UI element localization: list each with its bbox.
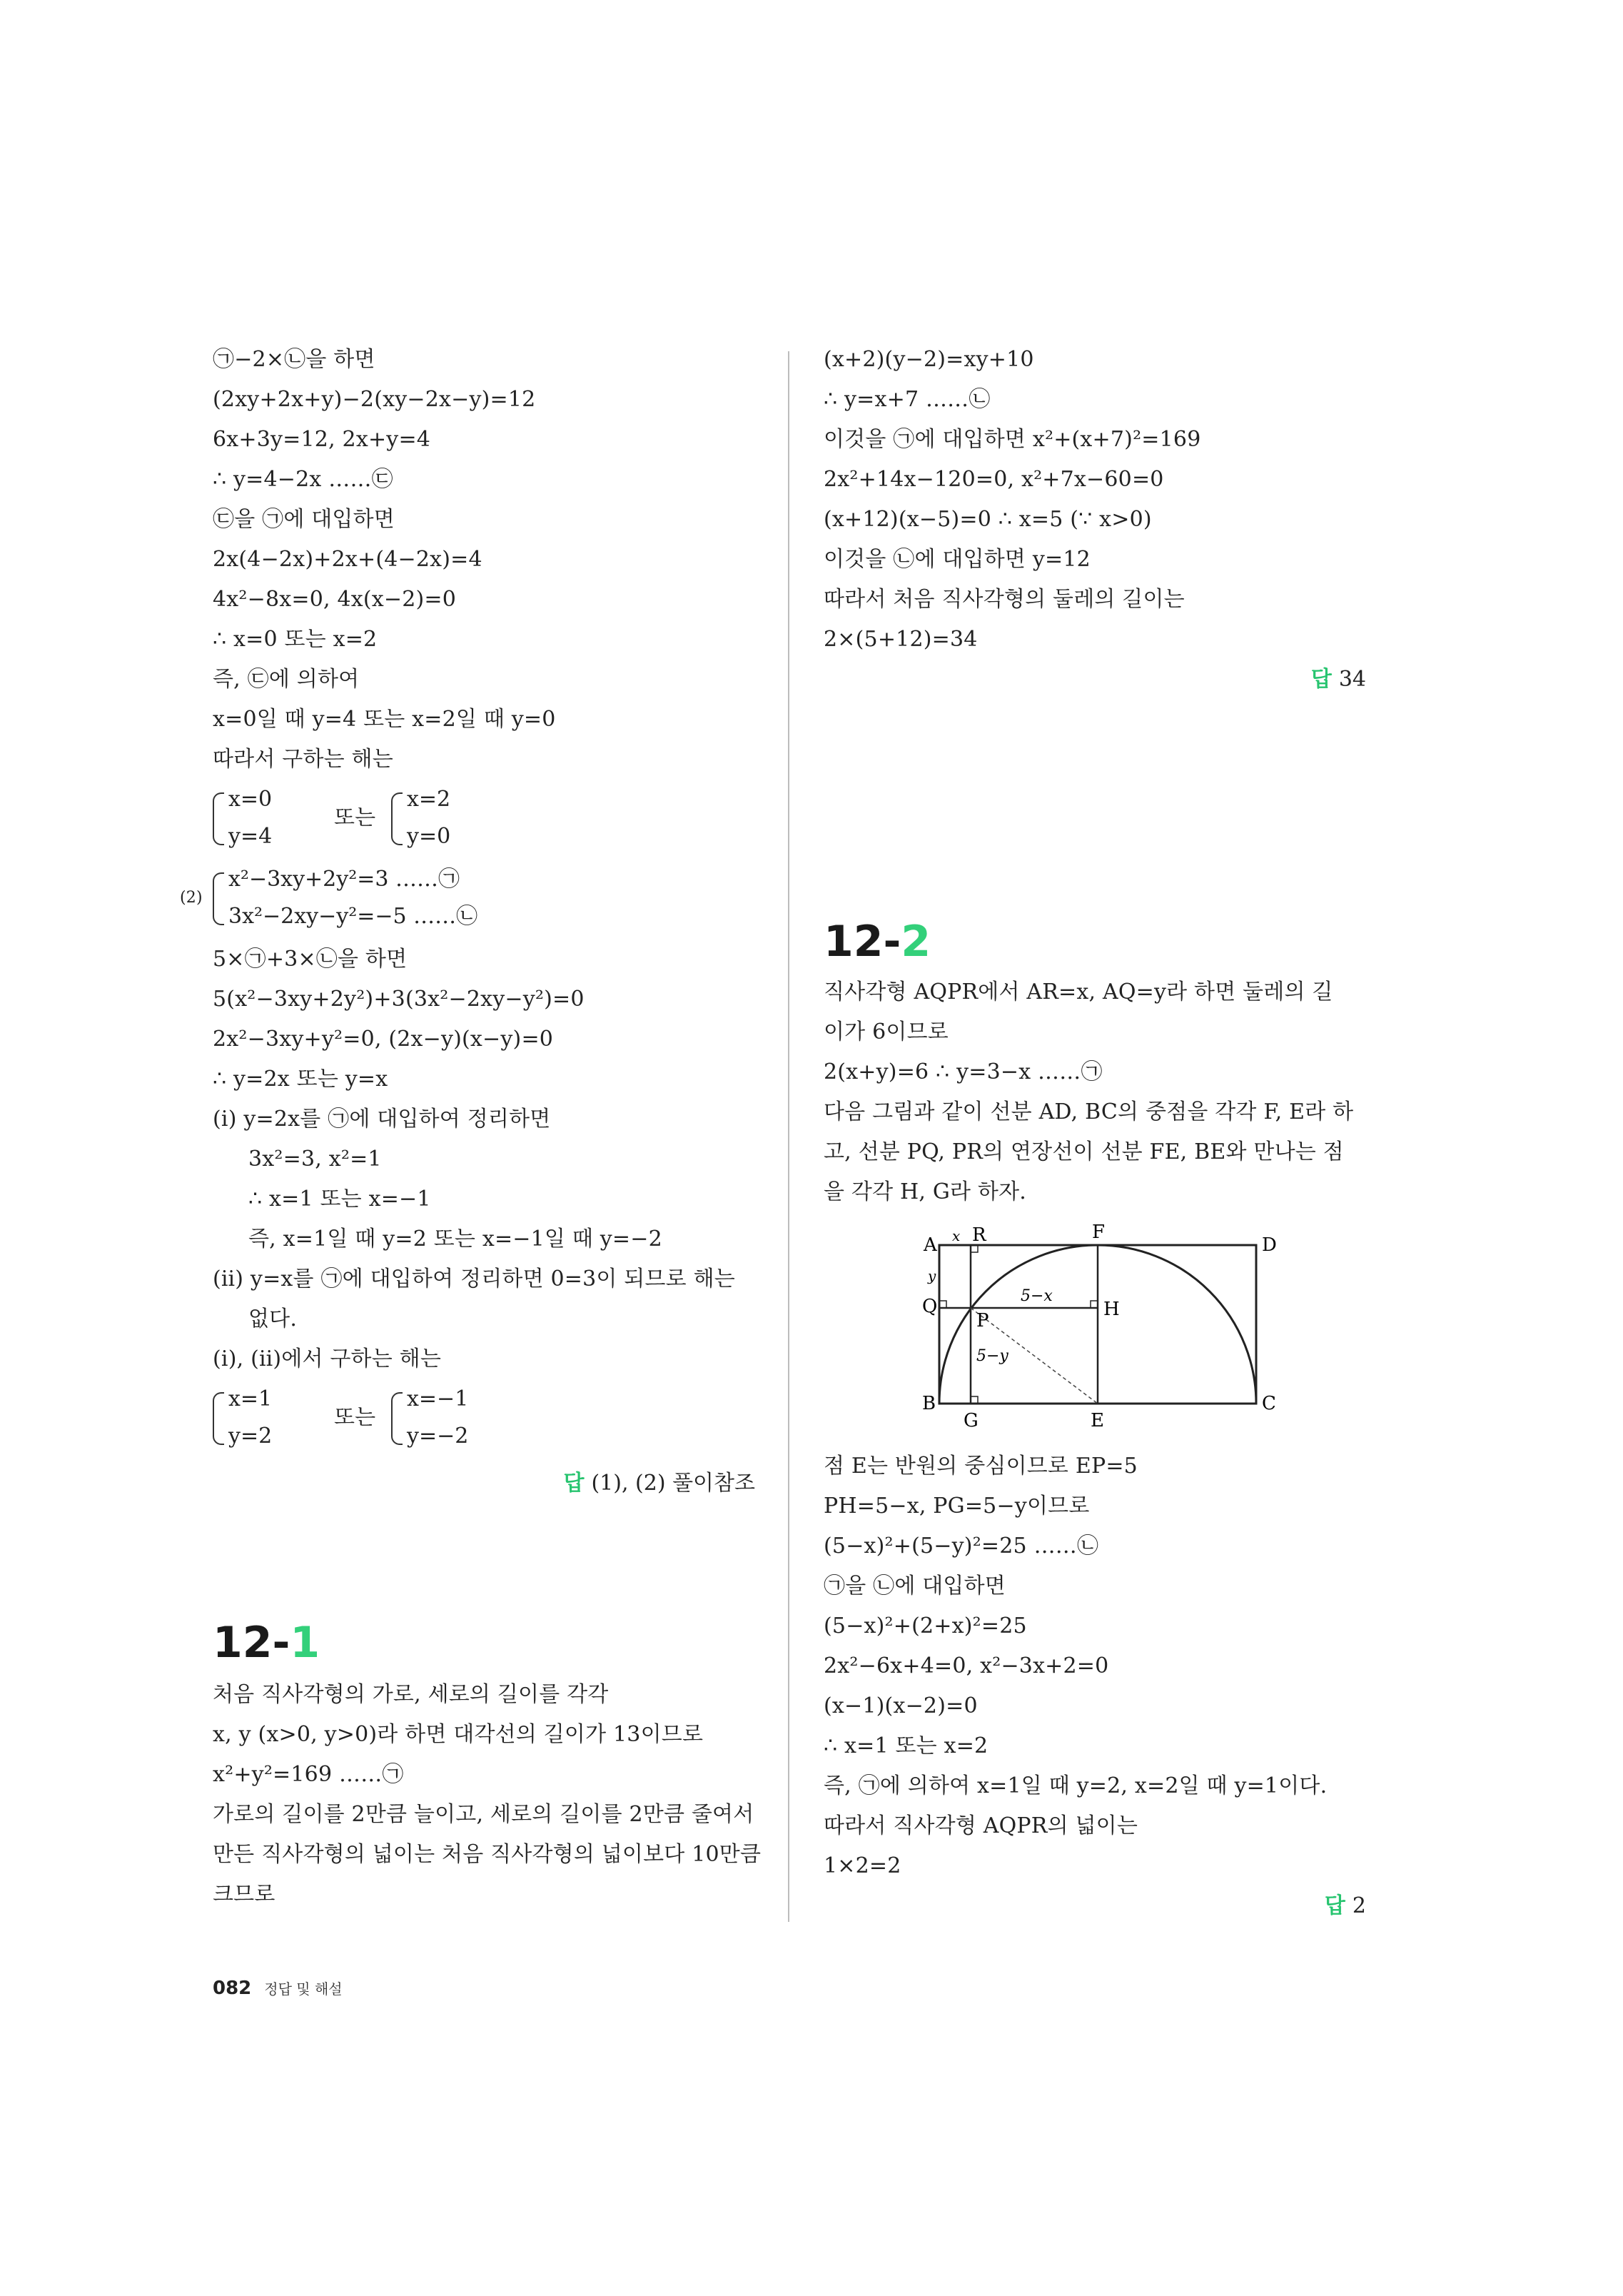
text-line: 이것을 ㉡에 대입하면 y=12 xyxy=(824,547,1091,572)
point-label-F: F xyxy=(1092,1224,1106,1243)
text-line: 4x²−8x=0, 4x(x−2)=0 xyxy=(213,587,457,612)
text-line: 5(x²−3xy+2y²)+3(3x²−2xy−y²)=0 xyxy=(213,987,585,1012)
text-line: 2x²+14x−120=0, x²+7x−60=0 xyxy=(824,467,1164,492)
equation: x=0 xyxy=(228,787,273,812)
text-line: x=0일 때 y=4 또는 x=2일 때 y=0 xyxy=(213,707,556,732)
text-line: (x−1)(x−2)=0 xyxy=(824,1693,978,1718)
text-line: 2x(4−2x)+2x+(4−2x)=4 xyxy=(213,547,482,572)
point-label-Q: Q xyxy=(922,1296,938,1317)
answer-tag: 답 xyxy=(1324,1893,1345,1918)
text-line: 점 E는 반원의 중심이므로 EP=5 xyxy=(824,1454,1138,1479)
text-line: 즉, x=1일 때 y=2 또는 x=−1일 때 y=−2 xyxy=(248,1227,662,1252)
equation: y=0 xyxy=(407,824,451,849)
or-label: 또는 xyxy=(334,1405,376,1430)
equation: y=4 xyxy=(228,824,273,849)
text-line: 다음 그림과 같이 선분 AD, BC의 중점을 각각 F, E라 하 xyxy=(824,1099,1354,1124)
brace xyxy=(213,1392,224,1445)
length-label-5-minus-x: 5−x xyxy=(1021,1287,1053,1305)
answer-text: 2 xyxy=(1352,1893,1366,1918)
text-line: ∴ x=1 또는 x=2 xyxy=(824,1733,989,1758)
text-line: 따라서 구하는 해는 xyxy=(213,747,393,772)
text-line: ㉠−2×㉡을 하면 xyxy=(213,347,375,372)
equation: y=2 xyxy=(228,1424,273,1449)
answer-line xyxy=(1311,665,1366,694)
text-line: 이가 6이므로 xyxy=(824,1019,949,1044)
text-line: (ⅱ) y=x를 ㉠에 대입하여 정리하면 0=3이 되므로 해는 xyxy=(213,1267,735,1292)
text-line: ∴ x=0 또는 x=2 xyxy=(213,627,378,652)
section-number: 12- xyxy=(824,917,901,967)
text-line: 즉, ㉢에 의하여 xyxy=(213,667,360,692)
answer-tag: 답 xyxy=(563,1471,585,1496)
section-title-12-1 xyxy=(213,1618,320,1668)
answer-text: 34 xyxy=(1338,667,1366,692)
length-label-x: x xyxy=(952,1227,961,1244)
text-line: 을 각각 H, G라 하자. xyxy=(824,1179,1027,1204)
text-line: 고, 선분 PQ, PR의 연장선이 선분 FE, BE와 만나는 점 xyxy=(824,1139,1344,1164)
brace xyxy=(213,792,224,845)
point-label-R: R xyxy=(972,1224,986,1246)
text-line: 처음 직사각형의 가로, 세로의 길이를 각각 xyxy=(213,1682,609,1707)
text-line: x, y (x>0, y>0)라 하면 대각선의 길이가 13이므로 xyxy=(213,1722,704,1747)
or-label: 또는 xyxy=(334,805,376,830)
equation: x=−1 xyxy=(407,1386,469,1411)
text-line: ∴ y=x+7 ……㉡ xyxy=(824,387,991,412)
part-label: (2) xyxy=(180,889,203,907)
text-line: ㉠을 ㉡에 대입하면 xyxy=(824,1574,1006,1598)
text-line: (5−x)²+(2+x)²=25 xyxy=(824,1613,1027,1638)
section-subnumber: 1 xyxy=(290,1618,320,1668)
point-label-H: H xyxy=(1103,1299,1120,1320)
text-line: x²+y²=169 ……㉠ xyxy=(213,1762,404,1787)
text-line: 3x²=3, x²=1 xyxy=(248,1147,382,1172)
brace xyxy=(391,1392,403,1445)
rectangle-AQPR xyxy=(939,1245,971,1308)
text-line: ∴ y=4−2x ……㉢ xyxy=(213,467,393,492)
text-line: ㉢을 ㉠에 대입하면 xyxy=(213,507,395,532)
column-divider xyxy=(788,351,789,1922)
text-line: 즉, ㉠에 의하여 x=1일 때 y=2, x=2일 때 y=1이다. xyxy=(824,1773,1328,1798)
equation: x=2 xyxy=(407,787,451,812)
section-subnumber: 2 xyxy=(901,917,931,967)
length-label-y: y xyxy=(928,1267,936,1284)
page-footer xyxy=(213,1978,343,1999)
answer-line xyxy=(563,1469,755,1498)
text-line: (ⅰ) y=2x를 ㉠에 대입하여 정리하면 xyxy=(213,1107,551,1132)
text-line: 2x²−3xy+y²=0, (2x−y)(x−y)=0 xyxy=(213,1027,554,1052)
page-number: 082 xyxy=(213,1978,252,1999)
length-label-5-minus-y: 5−y xyxy=(976,1347,1008,1365)
text-line: 따라서 직사각형 AQPR의 넓이는 xyxy=(824,1813,1138,1838)
point-label-D: D xyxy=(1262,1234,1277,1256)
semicircle-rectangle-figure xyxy=(902,1224,1387,1438)
section-number: 12- xyxy=(213,1618,290,1668)
text-line: 크므로 xyxy=(213,1882,275,1907)
text-line: 5×㉠+3×㉡을 하면 xyxy=(213,947,408,972)
text-line: ∴ x=1 또는 x=−1 xyxy=(248,1187,431,1212)
equation: 3x²−2xy−y²=−5 ……㉡ xyxy=(228,904,478,929)
text-line: ∴ y=2x 또는 y=x xyxy=(213,1067,388,1092)
text-line: 만든 직사각형의 넓이는 처음 직사각형의 넓이보다 10만큼 xyxy=(213,1842,762,1867)
text-line: 따라서 처음 직사각형의 둘레의 길이는 xyxy=(824,587,1185,612)
answer-text: (1), (2) 풀이참조 xyxy=(591,1471,755,1496)
text-line: 2x²−6x+4=0, x²−3x+2=0 xyxy=(824,1653,1109,1678)
answer-line xyxy=(1325,1892,1366,1920)
text-line: 1×2=2 xyxy=(824,1853,901,1878)
answer-tag: 답 xyxy=(1310,667,1332,692)
text-line: (x+12)(x−5)=0 ∴ x=5 (∵ x>0) xyxy=(824,507,1152,532)
footer-label: 정답 및 해설 xyxy=(264,1980,343,1998)
equation: x²−3xy+2y²=3 ……㉠ xyxy=(228,867,460,892)
point-label-P: P xyxy=(976,1310,989,1331)
text-line: 직사각형 AQPR에서 AR=x, AQ=y라 하면 둘레의 길 xyxy=(824,980,1333,1004)
text-line: 이것을 ㉠에 대입하면 x²+(x+7)²=169 xyxy=(824,427,1201,452)
point-label-A: A xyxy=(924,1234,937,1256)
text-line: (5−x)²+(5−y)²=25 ……㉡ xyxy=(824,1534,1099,1559)
point-label-B: B xyxy=(922,1393,936,1414)
section-title-12-2 xyxy=(824,917,931,967)
point-label-C: C xyxy=(1262,1393,1276,1414)
text-line: 가로의 길이를 2만큼 늘이고, 세로의 길이를 2만큼 줄여서 xyxy=(213,1802,754,1827)
text-line: (x+2)(y−2)=xy+10 xyxy=(824,347,1034,372)
brace xyxy=(391,792,403,845)
text-line: PH=5−x, PG=5−y이므로 xyxy=(824,1494,1090,1519)
equation: x=1 xyxy=(228,1386,273,1411)
text-line: (2xy+2x+y)−2(xy−2x−y)=12 xyxy=(213,387,536,412)
text-line: 2(x+y)=6 ∴ y=3−x ……㉠ xyxy=(824,1059,1103,1084)
text-line: (ⅰ), (ⅱ)에서 구하는 해는 xyxy=(213,1346,442,1371)
point-label-E: E xyxy=(1091,1410,1104,1431)
text-line: 2×(5+12)=34 xyxy=(824,627,978,652)
text-line: 6x+3y=12, 2x+y=4 xyxy=(213,427,431,452)
equation: y=−2 xyxy=(407,1424,469,1449)
point-label-G: G xyxy=(964,1410,979,1431)
text-line: 없다. xyxy=(248,1306,298,1331)
brace xyxy=(213,872,224,925)
right-angle-mark xyxy=(1091,1301,1098,1308)
